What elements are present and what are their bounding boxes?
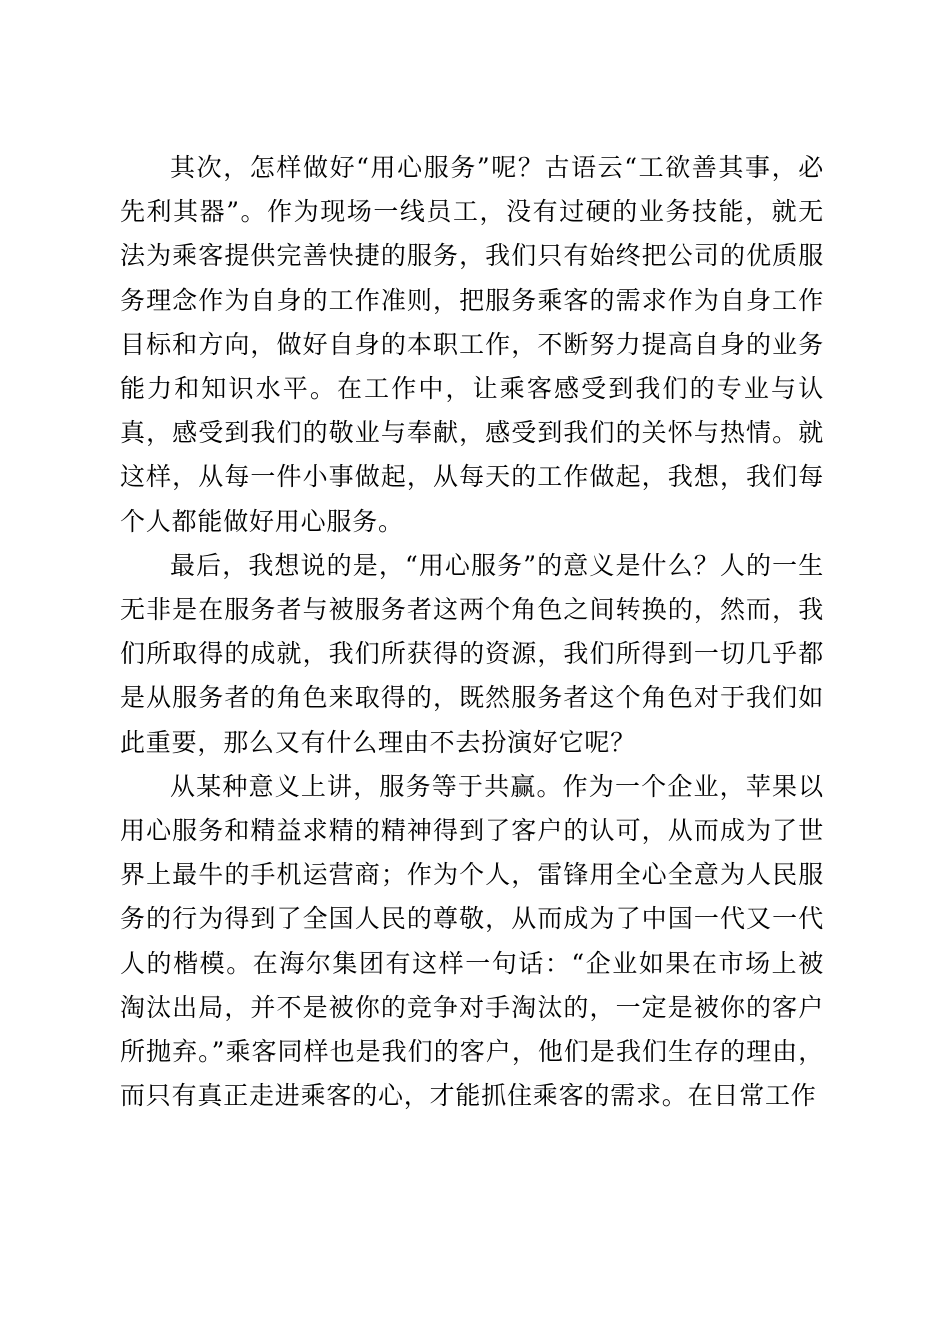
paragraph-meaning-of-service: 最后，我想说的是，“用心服务”的意义是什么？人的一生无非是在服务者与被服务者这两个角色之间转换的，然而，我们所取得的成就，我们所获得的资源，我们所得到一切几乎都是从服务者的角色来取得的，既然服务者这个角色对于我们如此重要，那么又有什么理由不去扮演好它呢？ [120,550,824,757]
paragraph-how-to-serve: 其次，怎样做好“用心服务”呢？古语云“工欲善其事，必先利其器”。作为现场一线员工，没有过硬的业务技能，就无法为乘客提供完善快捷的服务，我们只有始终把公司的优质服务理念作为自身的工作准则，把服务乘客的需求作为自身工作目标和方向，做好自身的本职工作，不断努力提高自身的业务能力和知识水平。在工作中，让乘客感受到我们的专业与认真，感受到我们的敬业与奉献，感受到我们的关怀与热情。就这样，从每一件小事做起，从每天的工作做起，我想，我们每个人都能做好用心服务。 [120,153,824,536]
paragraph-service-win-win: 从某种意义上讲，服务等于共赢。作为一个企业，苹果以用心服务和精益求精的精神得到了客户的认可，从而成为了世界上最牛的手机运营商；作为个人，雷锋用全心全意为人民服务的行为得到了全国人民的尊敬，从而成为了中国一代又一代人的楷模。在海尔集团有这样一句话：“企业如果在市场上被淘汰出局，并不是被你的竞争对手淘汰的，一定是被你的客户所抛弃。”乘客同样也是我们的客户，他们是我们生存的理由，而只有真正走进乘客的心，才能抓住乘客的需求。在日常工作 [120,771,824,1111]
document-body [120,146,824,1118]
